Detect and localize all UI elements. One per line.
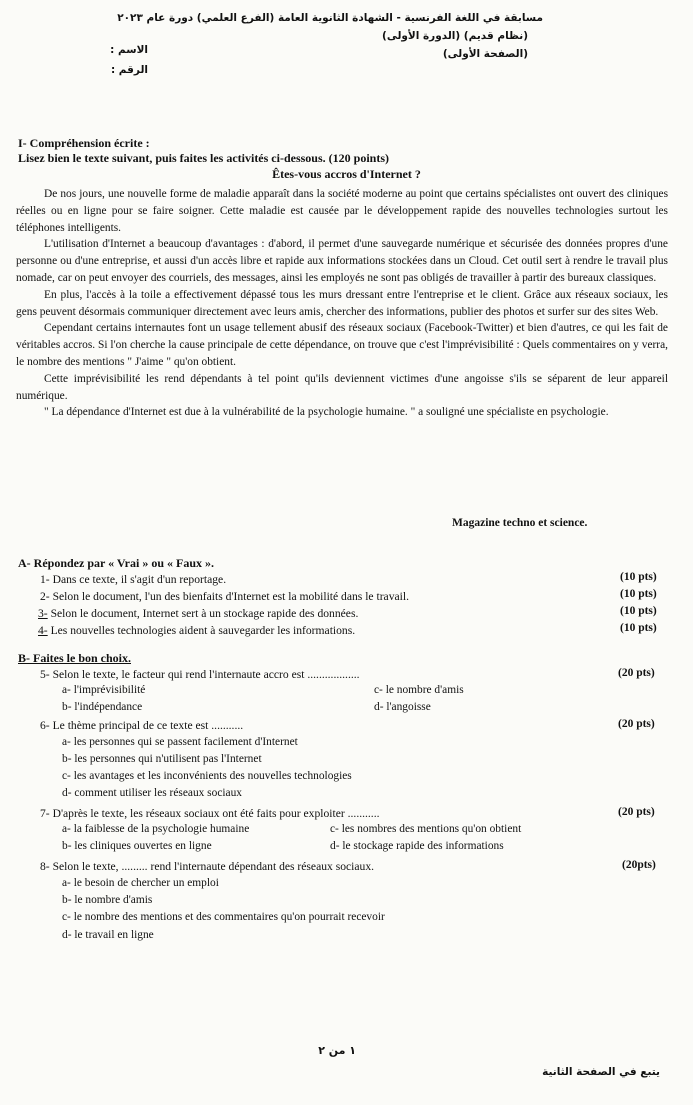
question-number: 1-: [40, 573, 50, 586]
paragraph-1: De nos jours, une nouvelle forme de maladie apparaît dans la société moderne au point que certains spécialistes ont ouvert des cliniques réelles ou en ligne pour se faire soigner. Cette maladie est causée par le développement rapide des nouvelles technologies surtout les téléphones intelligents.: [16, 188, 668, 234]
page-number: ١ من ٢: [318, 1044, 356, 1057]
q5-option-a: a- l'imprévisibilité: [62, 684, 146, 696]
paragraph-4: Cependant certains internautes font un usage tellement abusif des réseaux sociaux (Facebook-Twitter) et bien d'autres, ce qui les fait de véritables accros. Si l'on cherche la cause principale de cette dépendance, on trouve que c'est l'imprévisibilité : Quels commentaires on y verra, le nombre des mentions " J'aime " qu'on obtient.: [16, 322, 668, 368]
question-text: Selon le texte, ......... rend l'internaute dépendant des réseaux sociaux.: [52, 860, 375, 873]
paragraph-5: Cette imprévisibilité les rend dépendants à tel point qu'ils deviennent victimes d'une angoisse s'ils se séparent de leur appareil numérique.: [16, 372, 668, 402]
question-number: 6-: [40, 719, 50, 732]
question-1-points: (10 pts): [620, 571, 657, 583]
name-label: الاسم :: [110, 44, 148, 56]
q7-option-b: b- les cliniques ouvertes en ligne: [62, 840, 212, 852]
question-3: [38, 606, 358, 623]
q6-option-a: a- les personnes qui se passent facilement d'Internet: [62, 736, 298, 748]
question-6: [40, 718, 243, 735]
question-text: D'après le texte, les réseaux sociaux ont été faits pour exploiter ...........: [52, 807, 380, 820]
question-number: 2-: [40, 590, 50, 603]
exam-header-line1: مسابقة في اللغة الفرنسية - الشهادة الثانوية العامة (الفرع العلمي) دورة عام ٢٠٢٣: [117, 12, 543, 24]
question-5-points: (20 pts): [618, 667, 655, 679]
exam-header-line3: (الصفحة الأولى): [442, 48, 528, 60]
question-text: Le thème principal de ce texte est ...........: [52, 719, 244, 732]
paragraph-6: " La dépendance d'Internet est due à la vulnérabilité de la psychologie humaine. " a souligné une spécialiste en psychologie.: [44, 406, 609, 419]
q8-option-c: c- le nombre des mentions et des commentaires qu'on pourrait recevoir: [62, 911, 385, 923]
question-text: Selon le document, Internet sert à un stockage rapide des données.: [50, 607, 359, 620]
question-7-points: (20 pts): [618, 806, 655, 818]
q8-option-b: b- le nombre d'amis: [62, 894, 153, 906]
part-b-title: B- Faites le bon choix.: [18, 651, 131, 665]
question-4-points: (10 pts): [620, 622, 657, 634]
q5-option-b: b- l'indépendance: [62, 701, 143, 713]
question-text: Selon le document, l'un des bienfaits d'Internet est la mobilité dans le travail.: [52, 590, 409, 603]
question-3-points: (10 pts): [620, 605, 657, 617]
q6-option-c: c- les avantages et les inconvénients des nouvelles technologies: [62, 770, 352, 782]
q6-option-b: b- les personnes qui n'utilisent pas l'Internet: [62, 753, 262, 765]
q8-option-d: d- le travail en ligne: [62, 929, 154, 941]
paragraph-3: En plus, l'accès à la toile a effectivement dépassé tous les murs dressant entre l'entreprise et le client. Grâce aux réseaux sociaux, les gens peuvent désormais communiquer directement avec leurs amis, chercher des informations, publier des photos et surfer sur des sites Web.: [16, 288, 668, 318]
question-number: 3-: [38, 607, 48, 620]
q8-option-a: a- le besoin de chercher un emploi: [62, 877, 219, 889]
question-number: 4-: [38, 624, 48, 637]
part-a-title: A- Répondez par « Vrai » ou « Faux ».: [18, 556, 215, 570]
q7-option-c: c- les nombres des mentions qu'on obtient: [330, 823, 522, 835]
paragraph-2: L'utilisation d'Internet a beaucoup d'avantages : d'abord, il permet d'une sauvegarde numérique et sécurisée des données propres d'une personne ou d'une entreprise, et aussi d'un accès libre et rapide aux informations stockées dans un Cloud. Cet outil sert à rendre le travail plus nomade, car on peut envoyer des courriels, des messages, ainsi les employés ne sont pas obligés de travailler à partir des bureaux classiques.: [16, 238, 668, 284]
question-number: 8-: [40, 860, 50, 873]
question-7: [40, 806, 380, 823]
continue-note: يتبع في الصفحة الثانية: [542, 1066, 660, 1078]
text-source: Magazine techno et science.: [452, 517, 588, 529]
question-text: Les nouvelles technologies aident à sauvegarder les informations.: [50, 624, 356, 637]
question-number: 7-: [40, 807, 50, 820]
question-number: 5-: [40, 668, 50, 681]
q5-option-d: d- l'angoisse: [374, 701, 431, 713]
q5-option-c: c- le nombre d'amis: [374, 684, 464, 696]
q7-option-d: d- le stockage rapide des informations: [330, 840, 504, 852]
number-label: الرقم :: [110, 64, 148, 76]
question-1: [40, 572, 226, 589]
question-8: [40, 859, 374, 876]
q6-option-d: d- comment utiliser les réseaux sociaux: [62, 787, 242, 799]
question-2-points: (10 pts): [620, 588, 657, 600]
question-text: Dans ce texte, il s'agit d'un reportage.: [52, 573, 227, 586]
question-6-points: (20 pts): [618, 718, 655, 730]
question-8-points: (20pts): [622, 859, 656, 871]
text-title: Êtes-vous accros d'Internet ?: [272, 167, 421, 181]
question-5: [40, 667, 360, 684]
section-title: I- Compréhension écrite :: [18, 136, 150, 150]
question-2: [40, 589, 409, 606]
reading-text: [16, 186, 668, 421]
q7-option-a: a- la faiblesse de la psychologie humaine: [62, 823, 250, 835]
question-text: Selon le texte, le facteur qui rend l'internaute accro est ..................: [52, 668, 360, 681]
question-4: [38, 623, 355, 640]
exam-header-line2: (نظام قديم) (الدورة الأولى): [382, 30, 528, 42]
section-instruction: Lisez bien le texte suivant, puis faites les activités ci-dessous. (120 points): [18, 151, 389, 165]
